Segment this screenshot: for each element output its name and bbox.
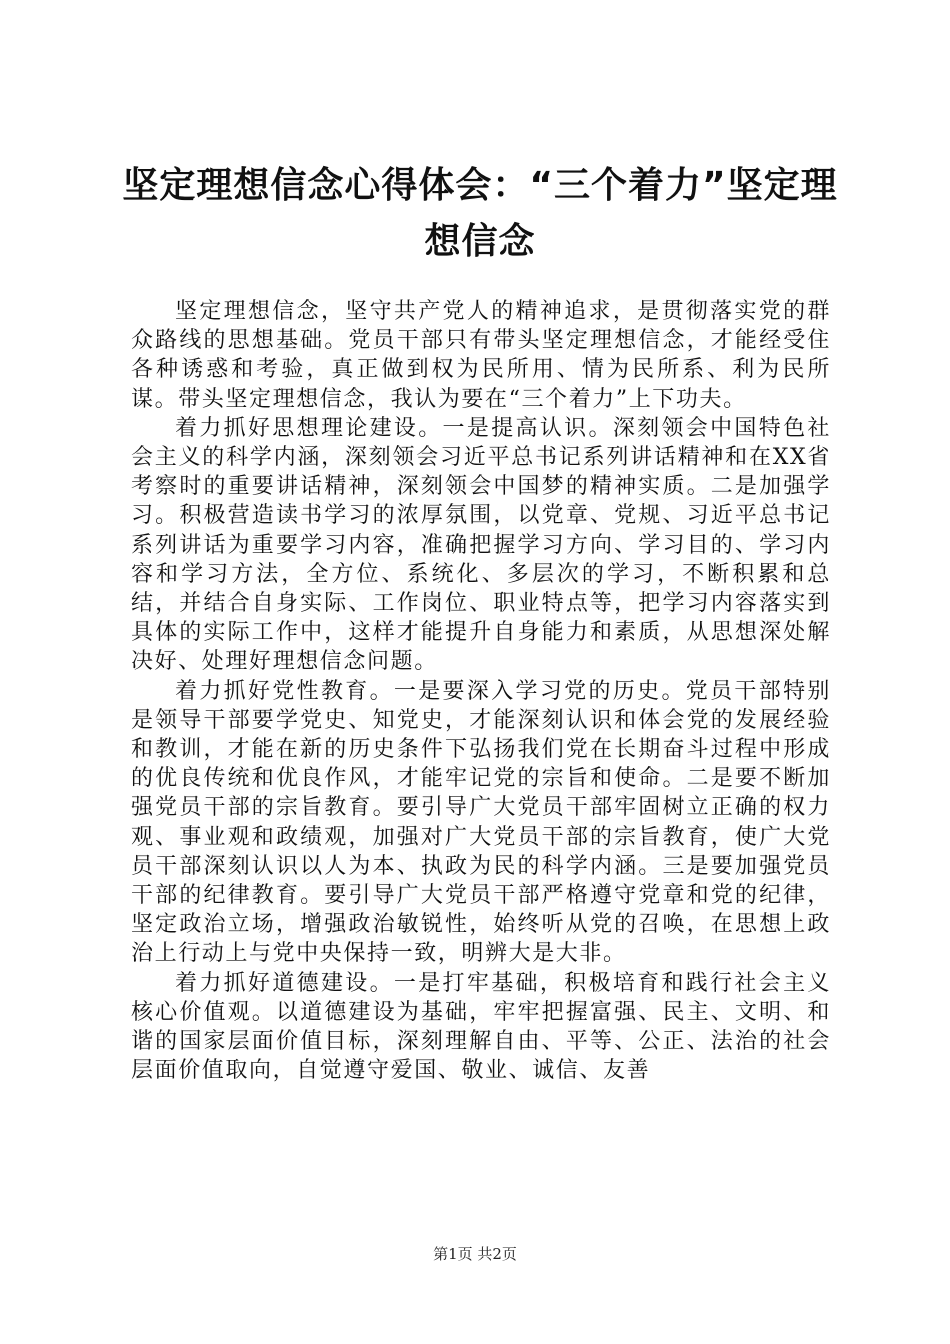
paragraph-party-education: 着力抓好党性教育。一是要深入学习党的历史。党员干部特别是领导干部要学党史、知党史，才能深刻认识和体会党的发展经验和教训，才能在新的历史条件下弘扬我们党在长期奋斗过程中形成的优良传统和优良作风，才能牢记党的宗旨和使命。二是要不断加强党员干部的宗旨教育。要引导广大党员干部牢固树立正确的权力观、事业观和政绩观，加强对广大党员干部的宗旨教育，使广大党员干部深刻认识以人为本、执政为民的科学内涵。三是要加强党员干部的纪律教育。要引导广大党员干部严格遵守党章和党的纪律，坚定政治立场，增强政治敏锐性，始终听从党的召唤，在思想上政治上行动上与党中央保持一致，明辨大是大非。 (131, 678, 831, 967)
document-title: 坚定理想信念心得体会：“三个着力”坚定理想信念 (122, 165, 838, 262)
paragraph-intro: 坚定理想信念，坚守共产党人的精神追求，是贯彻落实党的群众路线的思想基础。党员干部只有带头坚定理想信念，才能经受住各种诱惑和考验，真正做到权为民所用、情为民所系、利为民所谋。带头坚定理想信念，我认为要在“三个着力”上下功夫。 (131, 299, 831, 412)
page-footer: 第1页 共2页 (433, 1245, 517, 1263)
paragraph-theory: 着力抓好思想理论建设。一是提高认识。深刻领会中国特色社会主义的科学内涵，深刻领会习近平总书记系列讲话精神和在XX省考察时的重要讲话精神，深刻领会中国梦的精神实质。二是加强学习。积极营造读书学习的浓厚氛围，以党章、党规、习近平总书记系列讲话为重要学习内容，准确把握学习方向、学习目的、学习内容和学习方法，全方位、系统化、多层次的学习，不断积累和总结，并结合自身实际、工作岗位、职业特点等，把学习内容落实到具体的实际工作中，这样才能提升自身能力和素质，从思想深处解决好、处理好理想信念问题。 (131, 415, 831, 675)
paragraph-morality: 着力抓好道德建设。一是打牢基础，积极培育和践行社会主义核心价值观。以道德建设为基础，牢牢把握富强、民主、文明、和谐的国家层面价值目标，深刻理解自由、平等、公正、法治的社会层面价值取向，自觉遵守爱国、敬业、诚信、友善 (131, 970, 831, 1084)
document-body (131, 297, 831, 1085)
